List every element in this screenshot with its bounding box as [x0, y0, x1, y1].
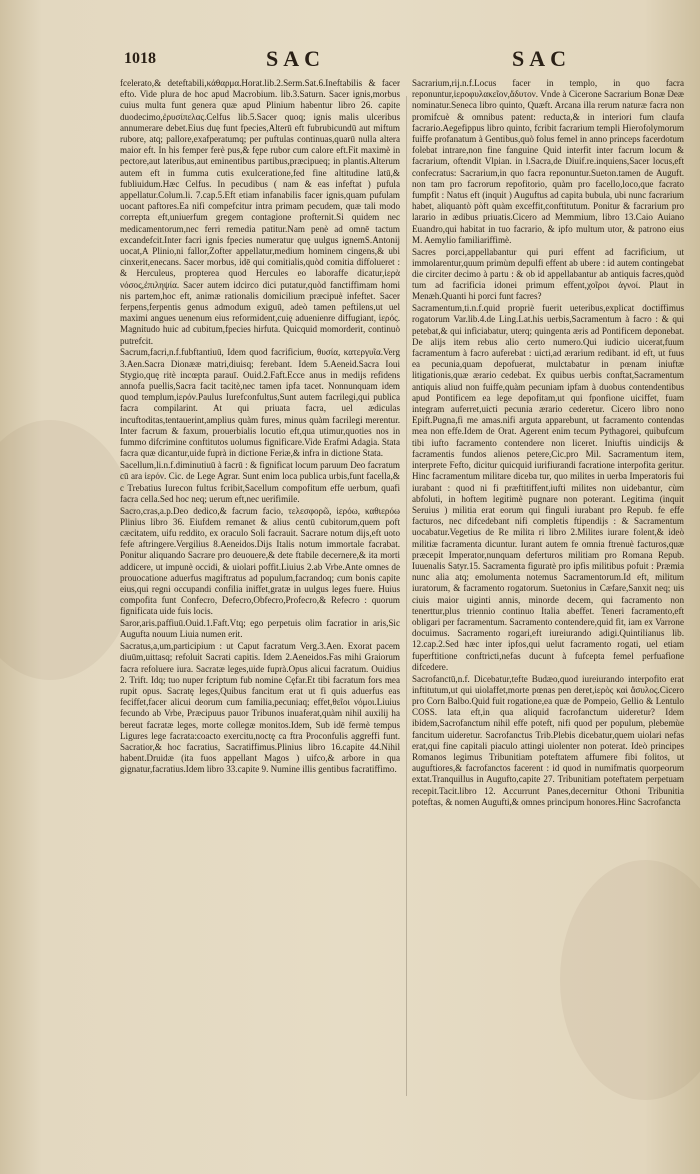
page-stain [560, 860, 700, 1100]
dictionary-entry: Sacramentum,ti.n.f.quid propriè fuerit ueteribus,explicat doctiffimus rogatorum Var.lib.4.de Ling.Lat.his uerbis,Sacramentum à facro : & qui petebat,& qui infìciabatur, uterq; quingenta æris ad Pontificem deponebat. De alijs item rebus alio certo numero.Qui iudicio uicerat,fuum facramentum à facro auferebat : uicti,ad ærarium redibant. id eft, ut fuus ea pecunia,quam depofuerat, mulctabatur in pœnam iniuftæ litigationis,quæ ærario cedebat. Ex quibus uerbis conftat,Sacramentum antiquis aliud non fuiffe,quàm pecuniam ipfam à duobus contendentibus apud Pontificem ea lege depofitam,ut qui fponfione uiciffet, fuam integram auferret,uicti pecunia ærario cederetur. Cicero libro nono Epift.Pugna,fi me amas.nifi arguta apparebunt, ut facramento contendas mea non effe.Idem de Orat. Agerent enim tecum Pythagorei, quibufcum tibi iufto facramento contendere non liceret. Iniuftis uindicijs & facramentis fundos alienos petere,Cic.pro Mil. Sacramentum item, interprete Fefto, dicitur quicquid iurifiurandi facratione interpofita geritur. Hinc facramentum militare diceba tur, quo milites in uerba Imperatoris fui iurabant : quod ni fi præftitiffent,iufti milites non uidebantur, cùm abfoluti, in hoftem legitimè pugnare non poterant. Legitima (inquit Seruius ) militia erat eorum qui finguli iurabant pro Repub. fe effe facturos, nec difcedebant nifi completis ftipendijs : & Sacramentum uocabatur.Vegetius de Re milita ri libro 2.Milites iurare folent,& ideò militiæ facramenta dicuntur. Iurant autem fe omnia ftrenuè facturos,quæ præcepit Imperator,nunquam deferturos militiam pro Romana Repub. Iuuenalis Satyr.15. Sacramenta figuratè pro ipfis militibus pofuit : Præmia nunc alia atq; emolumenta notemus Sacramentorum.Id eft, militum iuratorum, & facramento rogatorum. Suetonius in Cæfare,Sanxit neq; uis ciuis maior uiginti annis, minorde decem, qui facramento non tenerttur,plus triennio continuo Italia abeffet. Teneri facramento,eft obligari per facramentum. Sacramento contendere,quid fit, iam ex Varrone docuimus. Sacramento rogari,eft iureiurando adigi.Quintilianus lib. 12.cap.2.Sed hæc inter ipfos,qui uelut facramento rogati, uel etiam fuperftitione conftricti,nefas ducunt à fufcepta femel perfuafione difcedere. [412, 303, 684, 672]
dictionary-entry: Sacrarium,rij.n.f.Locus facer in templo, in quo facra reponuntur,ἱεροφυλακεῖον,ἄδυτον. Vnde à Cicerone Sacrarium Bonæ Deæ nominatur.Seneca libro quinto, Quæft. Arcana illa rerum naturæ facra non promifcuè & omnibus patent: reducta,& in interiori fum claufa facrario.Aegefippus libro quinto, fcribit facrarium templi Hierofolymorum fuiffe profanatum à Gentibus,quò folus femel in anno princeps facerdotum folebat intrare,non fine fanguine Quid interfit inter facrum locum & facrarium, oftendit Vlpian. in l.Sacra,de Diuif.re.inquiens,Sacer locus,eft confecratus: Sacrarium,in quo facra reponuntur.Sueton.tamen de Auguft. non tam pro facrorum repofitorio, quàm pro facello,loco,que facrato fumpfit : Natus eft (inquit ) Auguftus ad capita bubula, ubi nunc facrarium habet, aliquantò pòft quàm exceffit,conftitutum. Ponitur & facrarium pro larario in ædibus priuatis.Cicero ad Memmium, libro 13.Caio Auiano Euandro,qui habitat in tuo facrario, & ipfo multum utor, & patrono eius M. Aemylio familiariffimè. [412, 78, 684, 245]
left-column [120, 78, 400, 776]
dictionary-entry: fcelerato,& deteftabili,κάθαρμα.Horat.lib.2.Serm.Sat.6.Ineftabilis & facer efto. Vide plura de hoc apud Macrobium. lib.3.Saturn. Sacer ignis,morbus cuius multa funt genera quæ apud Plinium habentur libro 26. capite duodecimo,ἐρυσίπελας.Celfus lib.5.Sacer quoq; ignis malis ulceribus annumerare debet.Eius duę funt fpecies,Alterū eft fubrubicundū aut miftum rubore, atq; pallore,exafperatumq; per puftulas continuas,quarū nulla altera maior eft. In his femper ferè pus,& fępe rubor cum calore eft.Fit maximè in pectore,aut lateribus,aut eminentibus partibus,præcipueq; in plantis.Alterum autem eft in fumma cutis exulceratione,fed fine altitudine latū,& fubliuidum.Hæc Celfus. In pecudibus ( nam & eas infeftat ) pufula appellatur.Colum.li. 7.cap.5.Eft etiam infanabilis facer ignis,quam pufulam uocant paftores.Ea nifi compefcitur intra primam pecudem, quæ tali modo correpta eft,uniuerfum gregem contagione profternit.Si quidem nec medicamentorum,nec ferri remedia patitur.Nam penè ad omnē tactum excandefcit.Inter facri ignis fpecies numeratur quę uulgus ignemS.Antonij uocat,A Plinio,ni fallor,Zofter appellatur,medium hominem cingens,& ubi cinxerit,enecans. Sacer morbus, idē qui comitialis,quòd comitia diffolueret : & Herculeus, propterea quod Hercules eo laboraffe dicatur,ἱερὰ νόσος,ἐπιληψία. Sacer autem idcirco dici putatur,quòd fanctiffimam homi nis partem,hoc eft, animæ rationalis domicilium præcipuè infeftet. Sacer ferpens,ferpentis genus admodum exiguū, adeò tamen peftilens,ut uel maximi angues uenenum eius reformident,cuię aduenienre diffugiant, ἱερός. Magnitudo huic ad cubitum,fpecies hirfuta. Quicquid momorderit, continuò putrefcit. [120, 78, 400, 346]
dictionary-entry: Sacrofanctū,n.f. Dicebatur,tefte Budæo,quod iureiurando interpofito erat inftitutum,ut qui uiolaffet,morte pœnas pen deret,ἱερὸς καὶ ἄσυλος.Cicero pro Corn Balbo.Quid fuit rogatione,ea quæ de Pompeio, Gellio & Lentulo COSS. lata eft,in qua aliquid facrofanctum uideretur? Idem ibidem,Sacrofanctum nihil effe poteft, nifi quod per populum, plebemùe fancitum uideretur. Sacrofanctus Trib.Plebis dicebatur,quem uiolari nefas erat,qui fine capitali piaculo attingi uiolenter non poterat. Ideò principes Romanos legimus Tribunitiam poteftatem affumere fibi folitos, ut auguftiores,& facrofanctos facerent : id quod in numifmatis quorpeorum extat.Tranquillus in Augufto,capite 27. Tribunitiam poteftatem perpetuam recepit.Tacit.libro 12. Accurrunt Panes,decernitur Othoni Tribunitia poteftas, & nomen Augufti,& omnes principum honores.Hinc Sacrofancta [412, 673, 684, 807]
dictionary-entry: Sacres porci,appellabantur qui puri effent ad facrificium, ut immolarentur,quum primùm depulfi effent ab ubere : id autem contingebat die circiter decimo à partu : & ob id appellabantur ab antiquis facres,quòd tum ad facrificia idonei primum effent,χοῖροι ἁγνοί. Plaut in Menæh.Quanti hi porci funt facres? [412, 246, 684, 302]
page-stain [0, 420, 140, 680]
dictionary-entry: Sacrum,facri,n.f.fubftantiuū, Idem quod facrificium, θυσία, κατεργυῖα.Verg 3.Aen.Sacra Dionææ matri,diuisq; ferebant. Idem 5.Aeneid.Sacra Ioui Stygio,quę ritè incœpta parauī. Ouid.2.Faft.Ecce anus in medijs refidens annofa puellis,Sacra facit tacitè,nec tamen ipfa tacet. Nonnunquam idem quod templum,ἱερόν.Paulus Iurefconfultus,Sunt autem facrilegi,qui publica facra compilarint. At qui priuata facra, uel ædiculas incuftoditas,tentauerint,amplius quàm fures, minus quàm facrilegi merentur. Inter facrum & faxum, prouerbialis locutio eft,qua utimur,quoties nos in fummo difcrimine conftitutos uolumus fignificare.Vide Erafmi Adagia. Stata facra quæ dicantur,uide fuprà in dictione Feriæ,& infra in dictione Stata. [120, 347, 400, 459]
dictionary-entry: Sacellum,li.n.f.diminutiuū à facrū : & fignificat locum paruum Deo facratum cū ara ἱερόν. Cic. de Lege Agrar. Sunt enim loca publica urbis,funt facella,& c Trebatius Iurecon fultus fcribit,Sacellum compofitum effe uerbum, quafi facra cella.Sed hoc neq; uerum eft,nec uerifimile. [120, 460, 400, 504]
dictionary-entry: Saror,aris.paffiuū.Ouid.1.Faft.Vtq; ego perpetuis olim facratior in aris,Sic Augufta nouum Liuia numen erit. [120, 618, 400, 640]
running-head-right: SAC [512, 46, 572, 71]
dictionary-entry: Sacratus,a,um,participium : ut Caput facratum Verg.3.Aen. Exorat pacem diuūm,uittasq; refoluit Sacrati capitis. Idem 2.Aeneidos.Fas mihi Graiorum facra refoluere iura. Sacratæ leges,uide fuprà.Opus alicui facratum. Ouidius 2. Trift. Idq; tuo nuper fcriptum fub nomine Cęfar.Et tibi facratum fors mea rupit opus. Sacratę leges,Quibus fancitum erat ut fi quis aduerfus eas feciffet,facer alicui deorum cum familia,pecuniaq; effet,θεῖοι νόμοι.Liuius fecundo ab Vrbe, Præcipuus pauor Tribunos inuaferat,quàm nihil auxilij ha bereut facratæ leges, morte collegæ monitos.Idem, Sub idē fermè tempus Ligures lege facrata:coacto exercitu,noctę ca ftra Proconfulis aggreffi funt. Sacratior,& hoc facratius, Sacratiffimus.Plinius libro 16.capite 44.Nihil habent.Druidæ (ita fuos appellant Magos ) uifco,& arbore in qua gignatur,facratius.Idem libro 33.capite 9. Numine illis gentibus facratiffimo. [120, 641, 400, 775]
running-header [120, 46, 660, 72]
page-number: 1018 [124, 50, 156, 67]
running-head-left: SAC [266, 46, 326, 71]
column-divider [406, 96, 407, 1096]
dictionary-entry: Sacro,cras,a.p.Deo dedico,& facrum facio, τελεσφορῶ, ἱερόω, καθιερόω Plinius libro 36. Eiufdem remanet & alius centū cubitorum,quem poft cæcitatem, uifu reddito, ex oraculo Soli facrauit. Sacrare notum dijs,eft uoto fefe aftringere.Vergilius 8.Aeneidos.Dijs Italis notum immortale facrabat. Ponitur aliquando Sacrare pro deuouere,& dete ftabile decernere,& ita morti addicere, ut impunè occidi, & uiolari poffit.Liuius 2.ab Vrbe.Ante omnes de prouocatione aduerfus magiftratus ad populum,facrandoq; cum bonis capite eius,qui regni occupandi confilia iniffet,gratæ in uulgus leges fuere. Huius compofita funt Confecro, Defecro,Obfecro,Profecro,& Refecro : quorum fignificata uide fuis locis. [120, 505, 400, 617]
right-column [412, 78, 684, 809]
